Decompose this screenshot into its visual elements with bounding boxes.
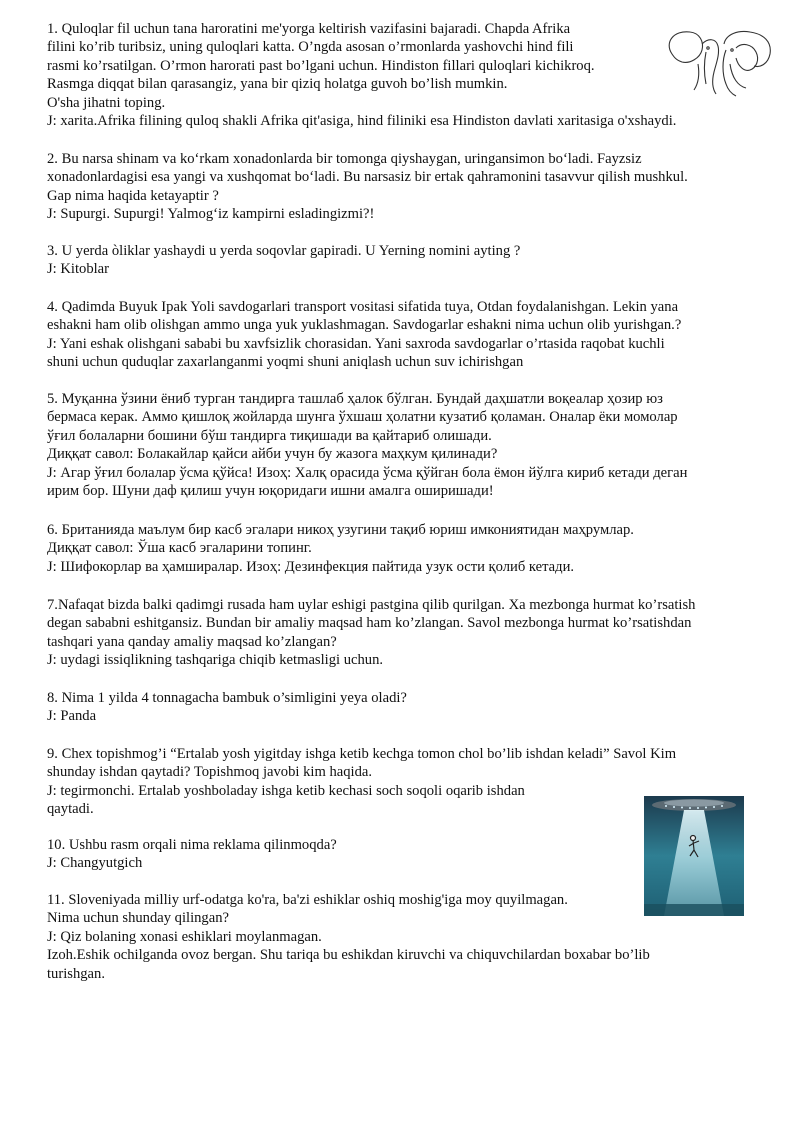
text-line: 3. U yerda òliklar yashaydi u yerda soqovlar gapiradi. U Yerning nomini ayting ? xyxy=(47,243,521,259)
answer-line: shuni uchun quduqlar zaxarlanganmi yoqmi shuni aniqlash uchun suv ichirishgan xyxy=(47,354,524,371)
answer-line: ирим бор. Шуни даф қилиш учун юқоридаги ишни амалга оширишади! xyxy=(47,483,494,500)
text-line: 1. Quloqlar fil uchun tana haroratini me'yorga keltirish vazifasini bajaradi. Chapda Afrika xyxy=(47,21,571,37)
text-line: rasmi ko’rsatilgan. O’rmon harorati past bo’lgani uchun. Hindiston fillari quloqlari kichikroq. xyxy=(47,57,595,74)
answer-line: qaytadi. xyxy=(47,801,94,818)
question-6 xyxy=(47,521,777,576)
text-line: 5. Муқанна ўзини ёниб турган тандирга ташлаб ҳалок бўлган. Бундай даҳшатли воқеалар ҳозир юз xyxy=(47,391,663,407)
text-line: degan sababni eshitgansiz. Bundan bir amaliy maqsad ham ko’zlangan. Savol mezbonga hurmat ko’rsatishdan xyxy=(47,615,692,632)
answer-line: J: Yani eshak olishgani sababi bu xavfsizlik chorasidan. Yani saxroda savdogarlar o’rtasida raqobat kuchli xyxy=(47,335,665,352)
question-7 xyxy=(47,596,777,670)
text-line: O'sha jihatni toping. xyxy=(47,94,166,111)
text-line: Izoh.Eshik ochilganda ovoz bergan. Shu tariqa bu eshikdan kiruvchi va chiquvchilardan boxabar bo’lib xyxy=(47,947,650,964)
text-line: Nima uchun shunday qilingan? xyxy=(47,910,229,927)
text-line: 8. Nima 1 yilda 4 tonnagacha bambuk o’simligini yeya oladi? xyxy=(47,690,407,706)
text-line: 4. Qadimda Buyuk Ipak Yoli savdogarlari transport vositasi sifatida tuya, Otdan foydalanishgan. Lekin yana xyxy=(47,299,679,315)
text-line: turishgan. xyxy=(47,965,105,982)
text-line: 2. Bu narsa shinam va koʻrkam xonadonlarda bir tomonga qiyshaygan, uringansimon boʻladi. Fayzsiz xyxy=(47,151,642,167)
answer-line: J: Supurgi. Supurgi! Yalmogʻiz kampirni esladingizmi?! xyxy=(47,206,375,223)
answer-line: J: Changyutgich xyxy=(47,855,143,872)
answer-line: J: Агар ўғил болалар ўсма қўйса! Изоҳ: Халқ орасида ўсма қўйган бола ёмон йўлга кириб кетади деган xyxy=(47,464,688,481)
text-line: eshakni ham olib olishgan ammo unga yuk yuklashmagan. Savdogarlar eshakni nima uchun olib yurishgan.? xyxy=(47,317,682,334)
indian-elephant-head xyxy=(723,32,770,97)
question-3 xyxy=(47,242,777,279)
text-line: 10. Ushbu rasm orqali nima reklama qilinmoqda? xyxy=(47,837,337,853)
question-5 xyxy=(47,390,777,500)
text-line: 7.Nafaqat bizda balki qadimgi rusada ham uylar eshigi pastgina qilib qurilgan. Xa mezbonga hurmat ko’rsatish xyxy=(47,597,696,613)
answer-line: J: Kitoblar xyxy=(47,261,110,278)
question-11 xyxy=(47,891,777,983)
elephant-heads-image xyxy=(660,24,780,104)
answer-line: J: Шифокорлар ва ҳамширалар. Изоҳ: Дезинфекция пайтида узук ости қолиб кетади. xyxy=(47,558,575,575)
text-line: бермаса керак. Аммо қишлоқ жойларда шунга ўхшаш ҳолатни кузатиб қоламан. Оналар ёки момолар xyxy=(47,409,678,426)
answer-line: J: uydagi issiqlikning tashqariga chiqib ketmasligi uchun. xyxy=(47,652,384,669)
question-10 xyxy=(47,836,777,873)
text-line: 11. Sloveniyada milliy urf-odatga ko'ra, ba'zi eshiklar oshiq moshig'iga moy quyilmagan. xyxy=(47,892,568,908)
question-8 xyxy=(47,689,777,726)
text-line: 6. Британияда маълум бир касб эгалари никоҳ узугини тақиб юриш имкониятидан маҳрумлар. xyxy=(47,522,634,538)
text-line: Rasmga diqqat bilan qarasangiz, yana bir qiziq holatga guvoh bo’lish mumkin. xyxy=(47,76,508,93)
text-line: ўғил болаларни бошини бўш тандирга тиқишади ва қайтариб олишади. xyxy=(47,427,492,444)
text-line: 9. Chex topishmog’i “Ertalab yosh yigitday ishga ketib kechga tomon chol bo’lib ishdan keladi” Savol Kim xyxy=(47,746,677,762)
african-elephant-head xyxy=(669,32,718,94)
text-line: tashqari yana qanday amaliy maqsad ko’zlangan? xyxy=(47,633,337,650)
answer-line: J: Qiz bolaning xonasi eshiklari moylanmagan. xyxy=(47,928,322,945)
answer-line: J: Panda xyxy=(47,708,97,725)
text-line: filini ko’rib turibsiz, uning quloqlari katta. O’ngda asosan o’rmonlarda yashovchi hind fili xyxy=(47,39,574,56)
text-line: Gap nima haqida ketayaptir ? xyxy=(47,187,219,204)
text-line: Диққат савол: Болакайлар қайси айби учун бу жазога маҳкум қилинади? xyxy=(47,446,498,463)
question-2 xyxy=(47,150,777,224)
text-line: Диққат савол: Ўша касб эгаларини топинг. xyxy=(47,540,312,557)
question-4 xyxy=(47,298,777,372)
text-line: shunday ishdan qaytadi? Topishmoq javobi kim haqida. xyxy=(47,764,372,781)
text-line: xonadonlardagisi esa yangi va xushqomat boʻladi. Bu narsasiz bir ertak qahramonini tasavvur qilish mushkul. xyxy=(47,169,688,186)
answer-line: J: tegirmonchi. Ertalab yoshboladay ishga ketib kechasi soch soqoli oqarib ishdan xyxy=(47,782,525,799)
answer-line: J: xarita.Afrika filining quloq shakli Afrika qit'asiga, hind filiniki esa Hindiston davlati xaritasiga o'xshaydi. xyxy=(47,113,677,130)
